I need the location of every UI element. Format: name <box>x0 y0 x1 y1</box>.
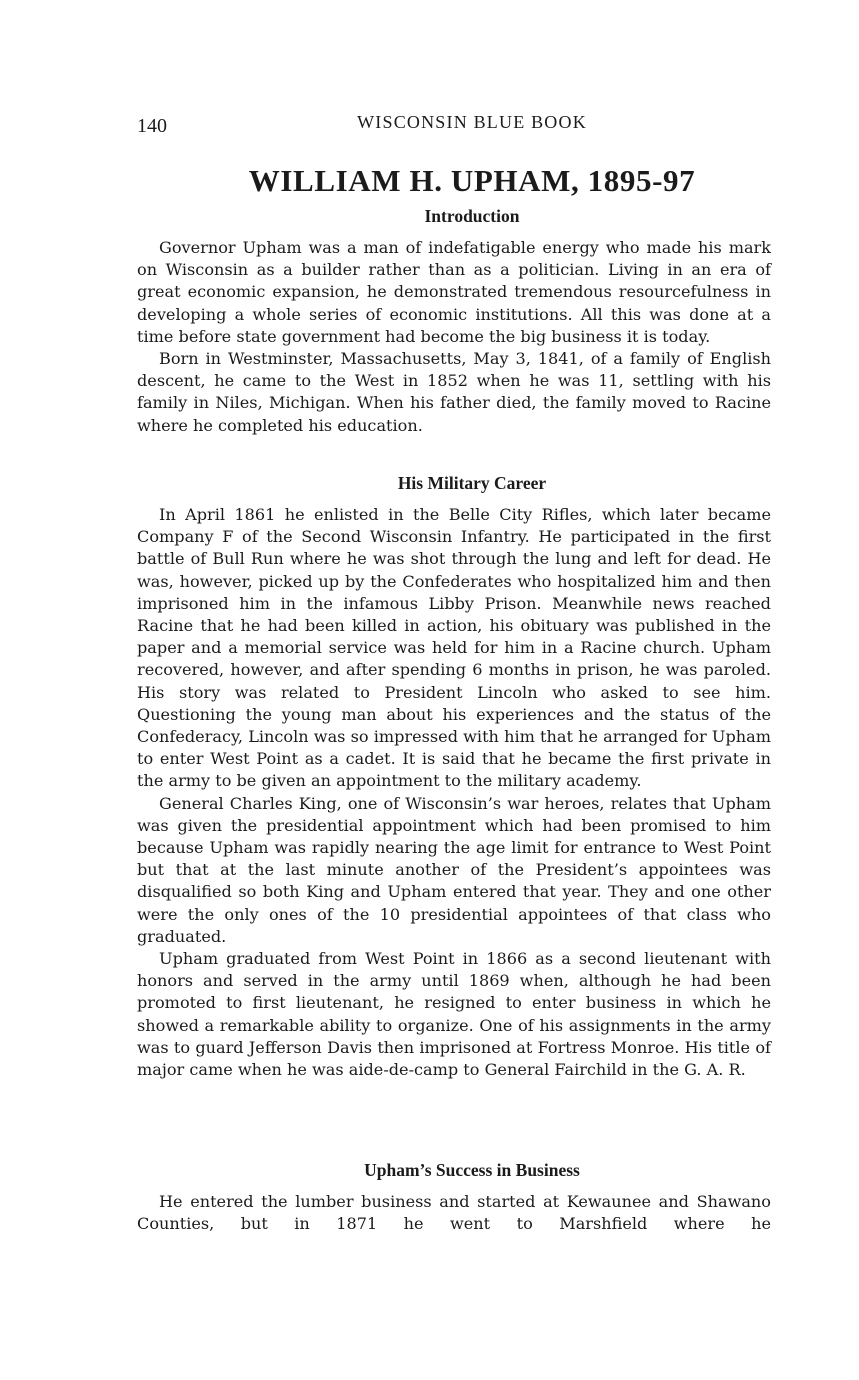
section-heading-introduction: Introduction <box>424 206 520 226</box>
article-title: WILLIAM H. UPHAM, 1895-97 <box>248 163 696 198</box>
paragraph: Upham graduated from West Point in 1866 as a second lieutenant with honors and served in the army until 1869 when, although he had been promoted to first lieutenant, he resigned to enter business in which he showed a remarkable ability to organize. One of his assignments in the army was to guard Jefferson Davis then imprisoned at Fortress Monroe. His title of major came when he was aide-de-camp to General Fairchild in the G. A. R. <box>137 949 771 1080</box>
section-heading-military-career: His Military Career <box>397 473 547 493</box>
paragraph: Born in Westminster, Massachusetts, May 3, 1841, of a family of English descent, he came to the West in 1852 when he was 11, settling with his family in Niles, Michigan. When his father died, the family moved to Racine where he completed his education. <box>137 349 771 435</box>
section-heading-business: Upham’s Success in Business <box>364 1160 580 1180</box>
section-body-military-career <box>137 504 771 1081</box>
running-head <box>137 112 777 138</box>
running-head-title: WISCONSIN BLUE BOOK <box>357 112 587 132</box>
section-body-introduction <box>137 237 771 437</box>
paragraph: He entered the lumber business and started at Kewaunee and Shawano Counties, but in 1871 he went to Marshfield where he <box>137 1192 771 1234</box>
section-body-business <box>137 1191 771 1235</box>
paragraph: In April 1861 he enlisted in the Belle City Rifles, which later became Company F of the Second Wisconsin Infantry. He participated in the first battle of Bull Run where he was shot through the lung and left for dead. He was, however, picked up by the Confederates who hospitalized him and then imprisoned him in the infamous Libby Prison. Meanwhile news reached Racine that he had been killed in action, his obituary was published in the paper and a memorial service was held for him in a Racine church. Upham recovered, however, and after spending 6 months in prison, he was paroled. His story was related to President Lincoln who asked to see him. Questioning the young man about his experiences and the status of the Confederacy, Lincoln was so impressed with him that he arranged for Upham to enter West Point as a cadet. It is said that he became the first private in the army to be given an appointment to the military academy. <box>137 505 771 791</box>
paragraph: General Charles King, one of Wisconsin’s war heroes, relates that Upham was given the presidential appointment which had been promised to him because Upham was rapidly nearing the age limit for entrance to West Point but that at the last minute another of the President’s appointees was disqualified so both King and Upham entered that year. They and one other were the only ones of the 10 presidential appointees of that class who graduated. <box>137 793 771 946</box>
page-number: 140 <box>137 115 167 137</box>
paragraph: Governor Upham was a man of indefatigable energy who made his mark on Wisconsin as a builder rather than as a politician. Living in an era of great economic expansion, he demonstrated tremendous resourcefulness in developing a whole series of economic institutions. All this was done at a time before state government had become the big business it is today. <box>137 238 771 346</box>
